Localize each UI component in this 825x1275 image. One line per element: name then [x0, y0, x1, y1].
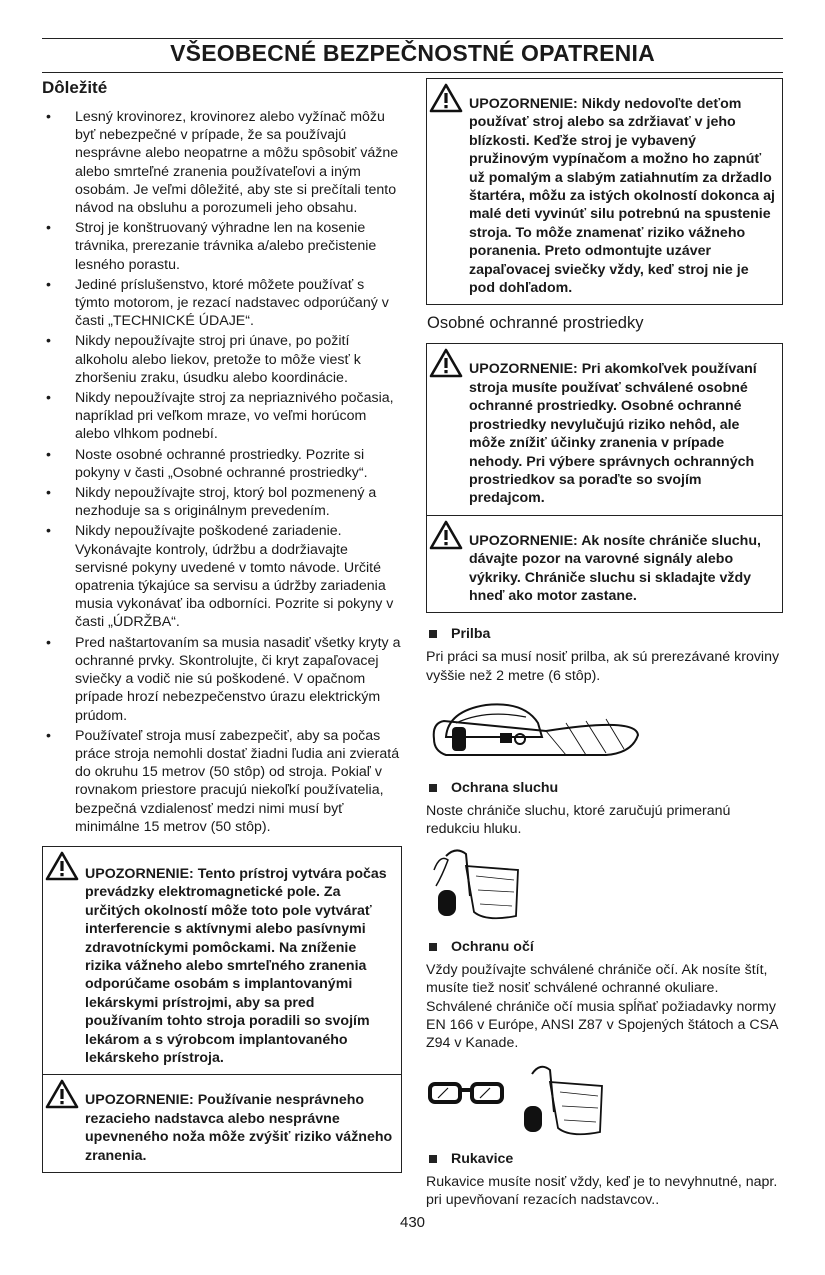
safety-glasses-icon: [426, 1060, 616, 1136]
section-heading-ppe: Osobné ochranné prostriedky: [427, 314, 644, 333]
warning-text: UPOZORNENIE: Nikdy nedovoľte deťom používať stroj alebo sa zdržiavať v jeho blízkosti. Keďže stroj je vybavený pružinovým vypínačom a možno ho zapnúť už pomalým a slabým zatiahnutím za držadlo štartéra, môžu za istých okolností dokonca aj malé deti vyvinúť silu potrebnú na spustenie stroja. To môže znamenať riziko vážneho poranenia. Preto odmontujte uzáver zapaľovacej sviečky vždy, keď stroj nie je pod dohľadom.: [469, 96, 775, 297]
bullet-item: • Používateľ stroja musí zabezpečiť, aby sa počas práce stroja nemohli dostať žiadni ľudia ani zvieratá do okruhu 15 metrov (50 stôp) od stroja. Pokiaľ v rovnakom priestore pracujú niekoľkí používatelia, bezpečná vzdialenosť medzi nimi musí byť minimálne 15 metrov (50 stôp).: [42, 727, 402, 836]
title-rule-top: [42, 38, 783, 39]
warning-triangle-icon: [45, 1079, 79, 1109]
gloves-title: Rukavice: [451, 1151, 514, 1168]
square-bullet-icon: [429, 784, 437, 792]
warning-box-ppe: [426, 343, 783, 515]
warning-text: UPOZORNENIE: Ak nosíte chrániče sluchu, dávajte pozor na varovné signály alebo výkriky. Chrániče sluchu si skladajte vždy hneď ako motor zastane.: [469, 532, 761, 604]
subheading-gloves: [426, 1151, 783, 1167]
subheading-eyes: [426, 939, 783, 955]
gloves-text: Rukavice musíte nosiť vždy, keď je to nevyhnutné, napr. pri upevňovaní rezacích nadstavcov..: [426, 1174, 778, 1209]
subheading-helmet: [426, 626, 783, 642]
eyes-text: Vždy používajte schválené chrániče očí. Ak nosíte štít, musíte tiež nosiť schválené ochranné okuliare. Schválené chrániče očí musia spĺňať požiadavky normy EN 166 v Európe, ANSI Z87 v Spojených štátoch a CSA Z94 v Kanade.: [426, 962, 778, 1051]
warning-box-electromagnetic: [42, 846, 402, 1075]
warning-text: UPOZORNENIE: Používanie nesprávneho rezacieho nadstavca alebo nesprávne upevneného noža môže zvýšiť riziko vážneho zranenia.: [85, 1092, 393, 1164]
warning-triangle-icon: [429, 348, 463, 378]
warning-box-hearing: [426, 515, 783, 614]
warning-triangle-icon: [429, 520, 463, 550]
page-title: VŠEOBECNÉ BEZPEČNOSTNÉ OPATRENIA: [170, 40, 655, 66]
bullet-item: • Nikdy nepoužívajte stroj pri únave, po požití alkoholu alebo liekov, pretože to môže viesť k zhoršeniu zraku, úsudku alebo koordinácie.: [42, 332, 402, 387]
helmet-icon: [426, 693, 646, 765]
warning-box-children: [426, 78, 783, 305]
eyes-illustration: [426, 1060, 783, 1141]
warning-text: UPOZORNENIE: Tento prístroj vytvára počas prevádzky elektromagnetické pole. Za určitých okolností môže toto pole vytvárať interferencie s aktívnymi alebo pasívnymi zdravotníckymi pomôckami. Na zníženie rizika vážneho alebo smrteľného zranenia odporúčame osobám s implantovanými lekárskymi prístrojmi, aby sa pred používaním tohto stroja poradili so svojím lekárom a s výrobcom implantovaného lekárskeho prístroja.: [85, 865, 387, 1066]
bullet-item: • Nikdy nepoužívajte stroj, ktorý bol pozmenený a nezhoduje sa s originálnym prevedením.: [42, 484, 402, 520]
hearing-illustration: [426, 846, 783, 929]
helmet-text: Pri práci sa musí nosiť prilba, ak sú prerezávané kroviny vyššie než 2 metre (6 stôp).: [426, 649, 780, 684]
bullet-item: • Nikdy nepoužívajte poškodené zariadenie. Vykonávajte kontroly, údržbu a dodržiavajte servisné pokyny uvedené v tomto návode. Určité opatrenia týkajúce sa servisu a údržby zariadenia musia vykonávať iba odborníci. Pozrite si pokyny v časti „ÚDRŽBA“.: [42, 522, 402, 631]
bullet-item: • Pred naštartovaním sa musia nasadiť všetky kryty a ochranné prvky. Skontrolujte, či kryt zapaľovacej sviečky a vodič nie sú poškodené. V opačnom prípade hrozí nebezpečenstvo úrazu elektrickým prúdom.: [42, 634, 402, 725]
warning-triangle-icon: [429, 83, 463, 113]
safety-bullet-list: [42, 108, 402, 836]
square-bullet-icon: [429, 1155, 437, 1163]
left-column: [42, 78, 402, 1172]
ear-protector-icon: [426, 846, 526, 924]
bullet-item: • Noste osobné ochranné prostriedky. Pozrite si pokyny v časti „Osobné ochranné prostriedky“.: [42, 446, 402, 482]
section-heading-important: Dôležité: [42, 78, 108, 97]
square-bullet-icon: [429, 630, 437, 638]
bullet-item: • Lesný krovinorez, krovinorez alebo vyžínač môžu byť nebezpečné v prípade, že sa používajú nesprávne alebo neopatrne a môžu spôsobiť vážne alebo smrteľné zranenia používateľovi a iným osobám. Je veľmi dôležité, aby ste si prečítali tento návod na obsluhu a porozumeli jeho obsahu.: [42, 108, 402, 217]
bullet-item: • Stroj je konštruovaný výhradne len na kosenie trávnika, prerezanie trávnika a/alebo prečistenie lesného porastu.: [42, 219, 402, 274]
title-rule-bottom: [42, 72, 783, 73]
page-number: 430: [399, 1214, 426, 1231]
helmet-illustration: [426, 693, 783, 770]
warning-text: UPOZORNENIE: Pri akomkoľvek používaní stroja musíte používať schválené osobné ochranné prostriedky. Osobné ochranné prostriedky nevylučujú riziko nehôd, ale môže znížiť účinky zranenia v prípade nehody. Pri výbere správnych ochranných prostriedkov sa poraďte so svojím predajcom.: [469, 361, 757, 507]
right-column: [426, 78, 783, 1210]
bullet-item: • Jediné príslušenstvo, ktoré môžete používať s týmto motorom, je rezací nadstavec odporúčaný v časti „TECHNICKÉ ÚDAJE“.: [42, 276, 402, 331]
square-bullet-icon: [429, 943, 437, 951]
subheading-hearing: [426, 780, 783, 796]
warning-triangle-icon: [45, 851, 79, 881]
hearing-text: Noste chrániče sluchu, ktoré zaručujú primeranú redukciu hluku.: [426, 802, 731, 837]
hearing-title: Ochrana sluchu: [451, 779, 559, 796]
bullet-item: • Nikdy nepoužívajte stroj za nepriaznivého počasia, napríklad pri veľkom mraze, vo veľmi horúcom alebo vlhkom podnebí.: [42, 389, 402, 444]
eyes-title: Ochranu očí: [451, 939, 534, 956]
warning-box-cutting-attachment: [42, 1074, 402, 1173]
helmet-title: Prilba: [451, 626, 491, 643]
